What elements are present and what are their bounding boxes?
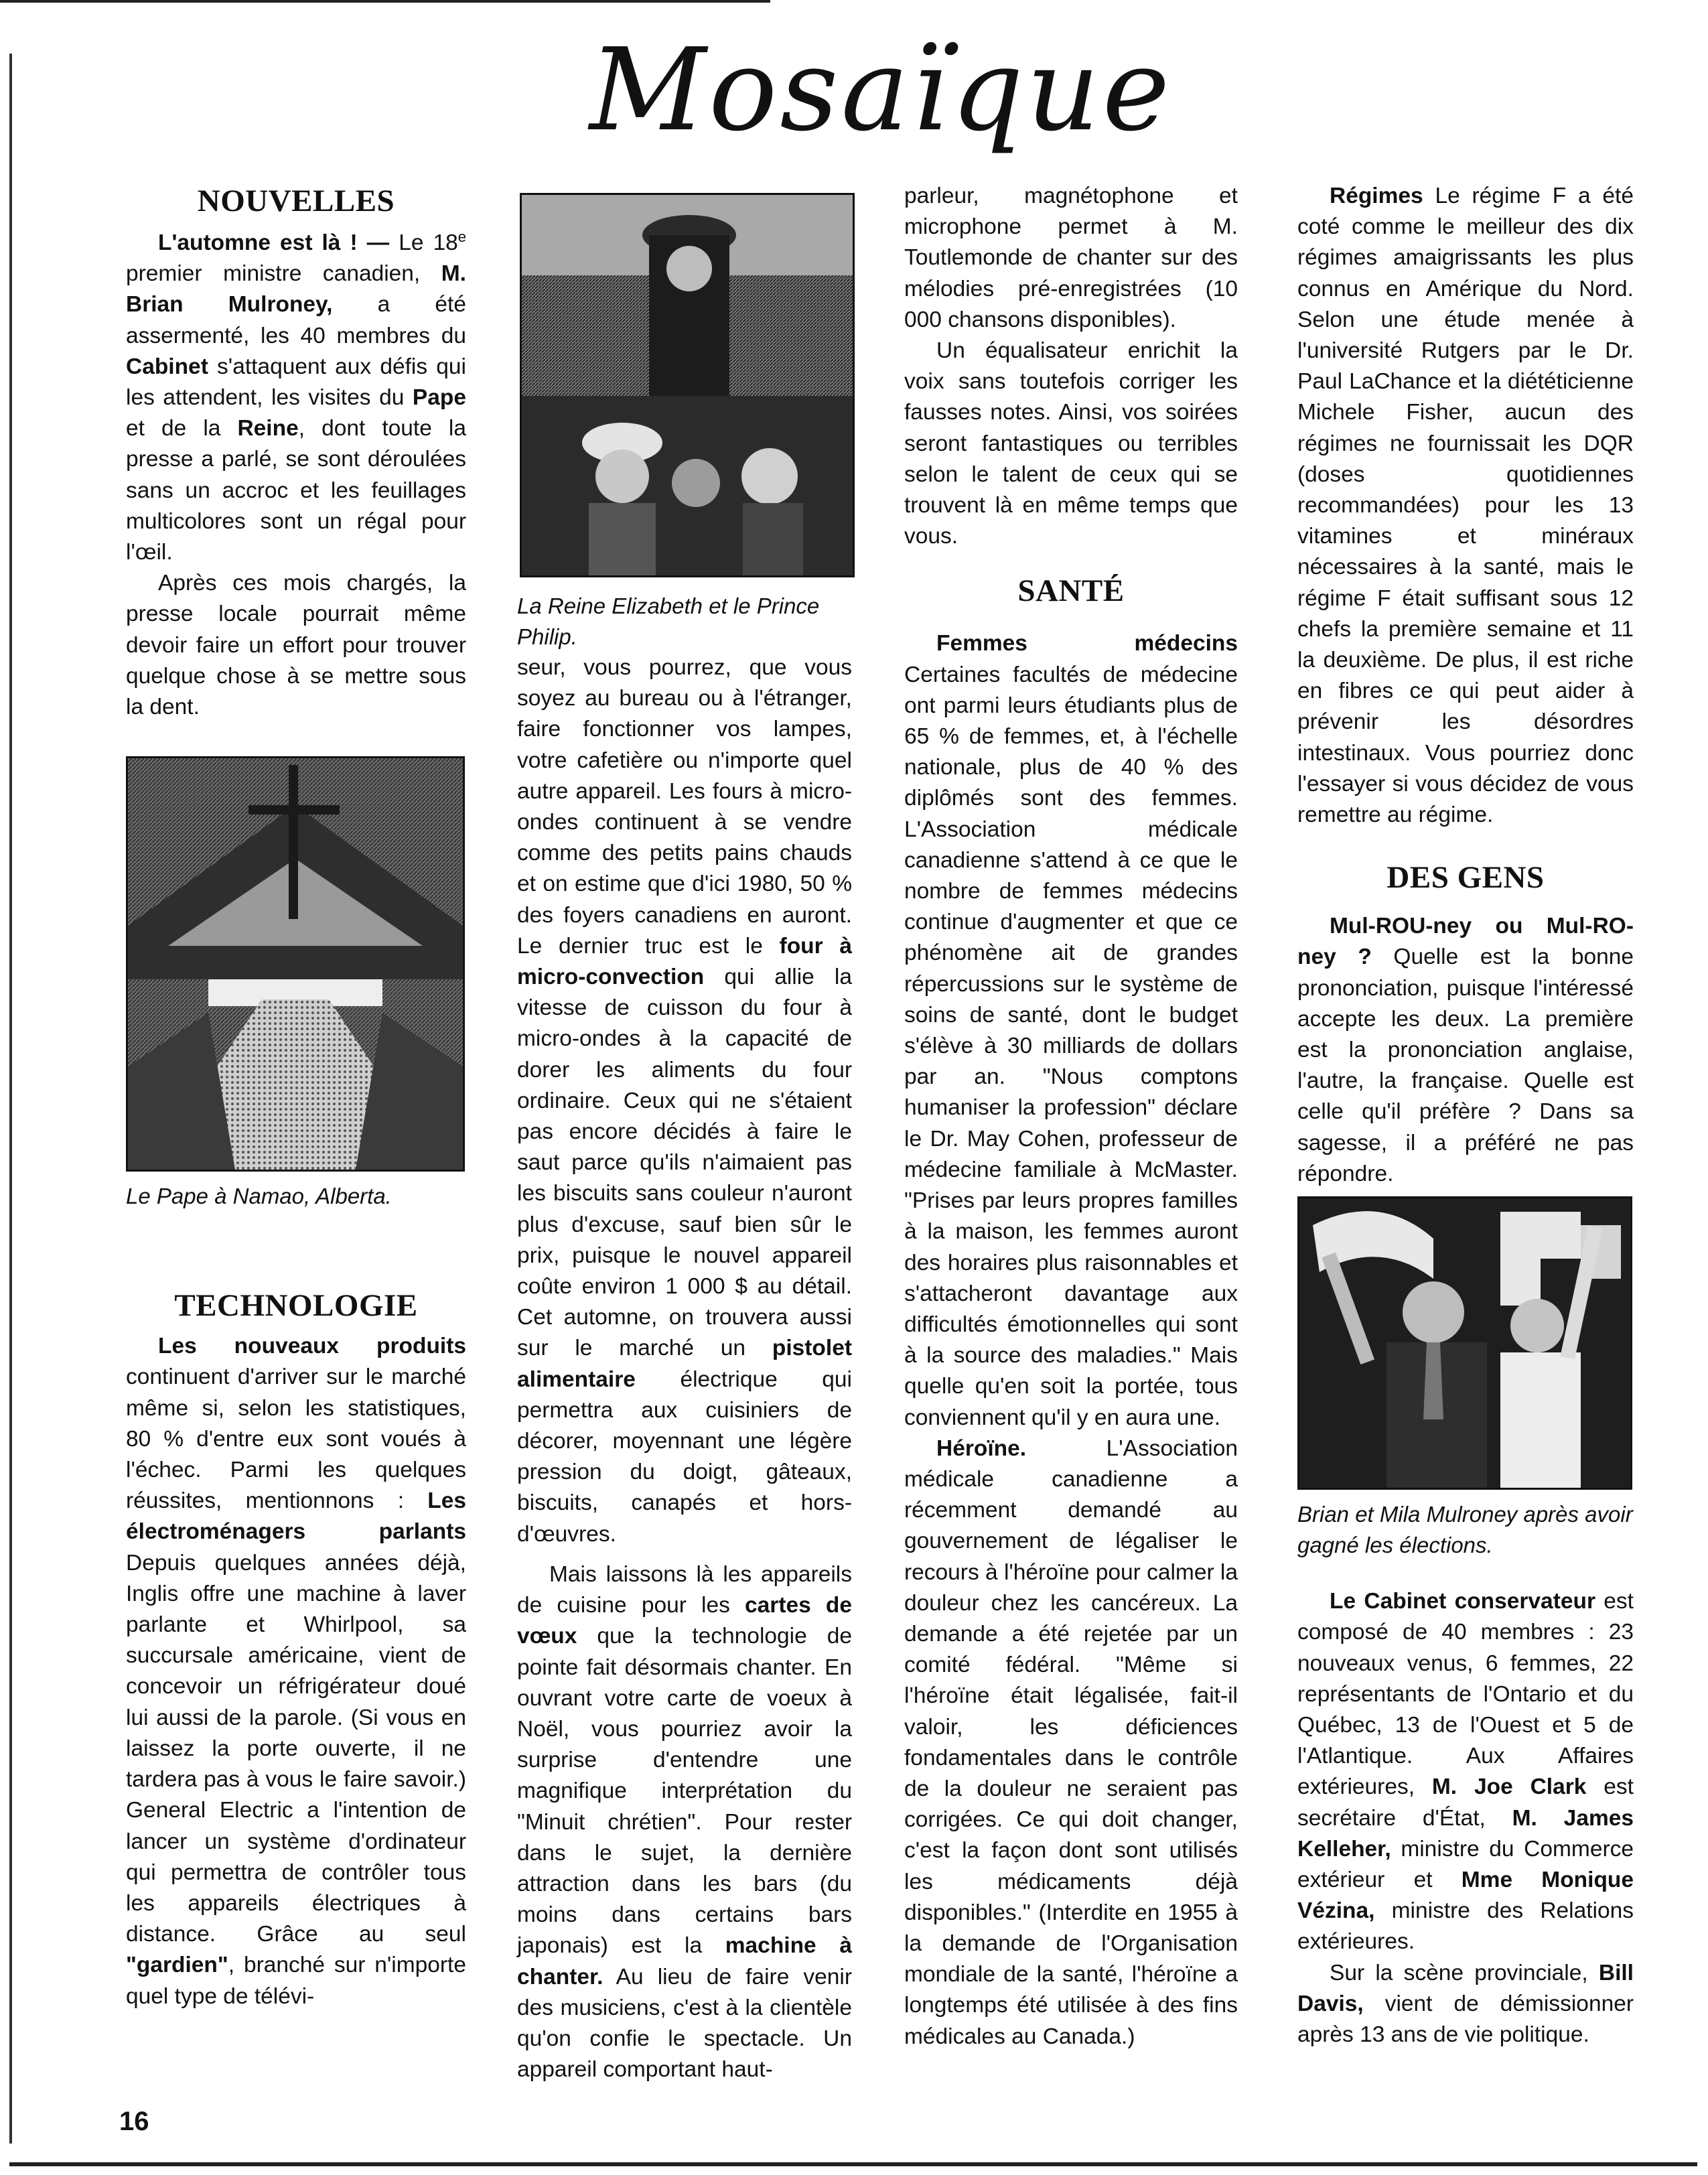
women-doctors-paragraph: Femmes médecins Certaines facultés de médecine ont parmi leurs étudiants plus de 65 % de femmes, et, à l'échelle nationale, plus de 40 % des diplômés sont des femmes. L'Association médicale canadienne s'attend à ce que le nombre de femmes médecins continue d'augmenter et que ce phénomène ait de grandes répercussions sur le système de soins de santé, dont le budget s'élève à 30 milliards de dollars par an. "Nous comptons humaniser la profession" déclare le Dr. May Cohen, professeur de médecine familiale à McMaster. "Prises par leurs propres familles à la maison, les femmes auront des horaires plus raisonnables et s'attacheront davantage aux difficultés émotionnelles qui sont à la source des maladies." Mais quelle qu'en soit la portée, tous conviennent qu'il y en aura une. [904, 631, 1238, 1430]
page-number: 16 [119, 2107, 149, 2136]
diets-paragraph: Régimes Le régime F a été coté comme le meilleur des dix régimes amaigrissants les plus connus en Amérique du Nord. Selon une étude menée à l'université Rutgers par le Dr. Paul LaChance et la diététicienne Michele Fisher, aucun des régimes ne fournissait les DQR (doses quotidiennes recommandées) pour les 13 vitamines et minéraux nécessaires à la santé, mais le régime F était suffisant sous 12 chefs la première semaine et 11 la deuxième. De plus, il est riche en fibres ce qui peut aider à prévenir les désordres intestinaux. Vous pourriez donc l'essayer si vous décidez de vous remettre au régime. [1297, 184, 1634, 828]
column-2 [517, 181, 852, 2085]
pronunciation-paragraph: Mul-ROU-ney ou Mul-RO-ney ? Quelle est la bonne prononciation, puisque l'intéressé accepte les deux. La première est la prononciation anglaise, l'autre, la française. Quelle est celle qu'il préfère ? Dans sa sagesse, il a préféré ne pas répondre. [1297, 914, 1634, 1186]
column-1 [126, 181, 466, 2012]
heading-des-gens: DES GENS [1386, 860, 1545, 896]
technology-paragraph: Les nouveaux produits continuent d'arriver sur le marché même si, selon les statistiques, 80 % d'entre eux sont voués à l'échec. Parmi les quelques réussites, mentionnons : Les électroménagers parlants Depuis quelques années déjà, Inglis offre une machine à laver parlante et Whirlpool, sa succursale américaine, vient de concevoir un réfrigérateur doué lui aussi de la parole. (Si vous en laissez la porte ouverte, il ne tardera pas à vous le faire savoir.) General Electric a l'intention de lancer un système d'ordinateur qui permettra de contrôler tous les appareils électriques à distance. Grâce au seul "gardien", branché sur n'importe quel type de télévi- [126, 1334, 466, 2009]
heading-sante: SANTÉ [1017, 573, 1125, 609]
mulroney-photo [1297, 1196, 1632, 1490]
provincial-paragraph: Sur la scène provinciale, Bill Davis, vient de démissionner après 13 ans de vie politique. [1297, 1960, 1634, 2047]
queen-photo [520, 193, 855, 577]
column-4 [1297, 181, 1634, 2050]
mulroney-photo-caption: Brian et Mila Mulroney après avoir gagné les élections. [1297, 1502, 1633, 1558]
news-paragraph-2: Après ces mois chargés, la presse locale pourrait même devoir faire un effort pour trouver quelque chose à se mettre sous la dent. [126, 571, 466, 720]
karaoke-continued: parleur, magnétophone et microphone permet à M. Toutlemonde de chanter sur des mélodies pré-enregistrées (10 000 chansons disponibles). [904, 184, 1238, 332]
technology-continued: seur, vous pourrez, que vous soyez au bureau ou à l'étranger, faire fonctionner vos lampes, votre cafetière ou n'importe quel autre appareil. Les fours à micro-ondes continuent à se vendre comme des petits pains chauds et on estime que d'ici 1980, 50 % des foyers canadiens en auront. Le dernier truc est le four à micro-convection qui allie la vitesse de cuisson du four à micro-ondes à la capacité de dorer les aliments du four ordinaire. Ceux qui ne s'étaient pas encore décidés à faire le saut parce qu'ils n'aimaient pas les biscuits sans couleur n'auront plus d'excuse, sauf bien sûr le prix, puisque le nouvel appareil coûte environ 1 000 $ au détail. Cet automne, on trouvera aussi sur le marché un pistolet alimentaire électrique qui permettra aux cuisiniers de décorer, moyennant une légère pression du doigt, gâteaux, biscuits, canapés et hors-d'œuvres. [517, 655, 852, 1547]
cards-paragraph: Mais laissons là les appareils de cuisine pour les cartes de vœux que la technologie de pointe fait désormais chanter. En ouvrant votre carte de voeux à Noël, vous pourriez avoir la surprise d'entendre une magnifique interprétation du "Minuit chrétien". Pour rester dans le sujet, la dernière attraction dans les bars (du moins dans certains bars japonais) est la machine à chanter. Au lieu de faire venir des musiciens, c'est à la clientèle qu'on confie le spectacle. Un appareil comportant haut- [517, 1561, 852, 2083]
equalizer-paragraph: Un équalisateur enrichit la voix sans toutefois corriger les fausses notes. Ainsi, vos soirées seront fantastiques ou terribles selon le talent de ceux qui se trouvent là en même temps que vous. [904, 338, 1238, 549]
cabinet-paragraph: Le Cabinet conservateur est composé de 40 membres : 23 nouveaux venus, 6 femmes, 22 représentants de l'Ontario et du Québec, 13 de l'Ouest et 5 de l'Atlantique. Aux Affaires extérieures, M. Joe Clark est secrétaire d'État, M. James Kelleher, ministre du Commerce extérieur et Mme Monique Vézina, ministre des Relations extérieures. [1297, 1589, 1634, 1955]
news-paragraph: L'automne est là ! — Le 18e premier ministre canadien, M. Brian Mulroney, a été assermenté, les 40 membres du Cabinet s'attaquent aux défis qui les attendent, les visites du Pape et de la Reine, dont toute la presse a parlé, se sont déroulées sans un accroc et les feuillages multicolores sont un régal pour l'œil. [126, 228, 467, 565]
column-3 [904, 181, 1238, 2052]
queen-photo-caption: La Reine Elizabeth et le Prince Philip. [517, 593, 820, 649]
heading-nouvelles: NOUVELLES [197, 184, 395, 218]
bottom-rule [9, 2162, 1697, 2166]
left-edge-rule [9, 54, 12, 2144]
top-rule [0, 0, 770, 3]
heroin-paragraph: Héroïne. L'Association médicale canadienne a récemment demandé au gouvernement de légaliser le recours à l'héroïne pour calmer la douleur chez les cancéreux. La demande a été rejetée par un comité fédéral. "Même si l'héroïne était légalisée, fait-il valoir, les déficiences fondamentales dans le contrôle de la douleur ne seraient pas corrigées. Ce qui doit changer, c'est la façon dont sont utilisés les médicaments déjà disponibles." (Interdite en 1955 à la demande de l'Organisation mondiale de la santé, l'héroïne a longtemps été utilisée à des fins médicales au Canada.) [904, 1435, 1238, 2049]
heading-technologie: TECHNOLOGIE [174, 1288, 418, 1324]
pope-photo [126, 756, 465, 1172]
masthead-title: Mosaïque [589, 24, 1173, 157]
pope-photo-caption: Le Pape à Namao, Alberta. [126, 1184, 392, 1209]
